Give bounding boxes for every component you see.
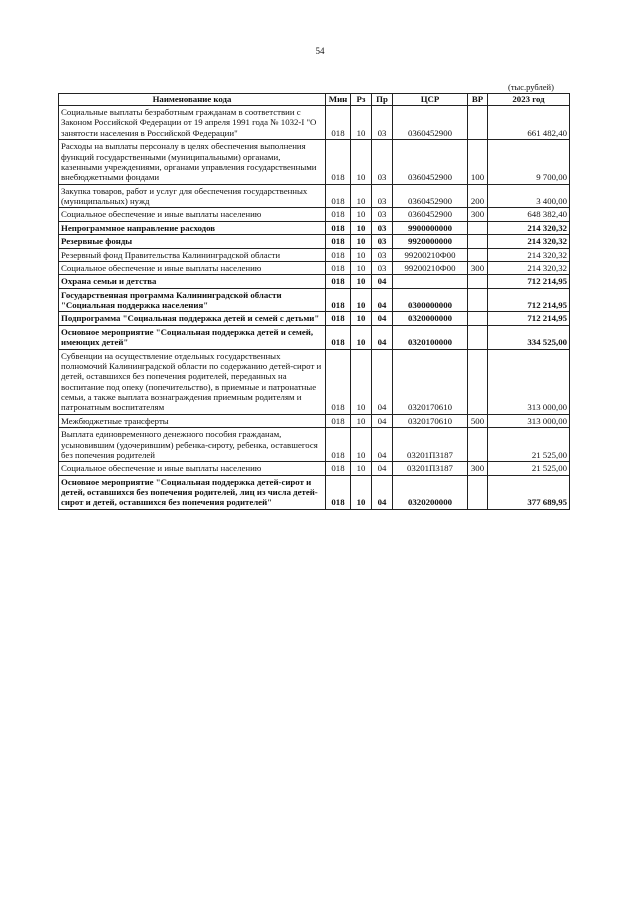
row-vr-cell — [468, 235, 488, 248]
table-row — [59, 235, 570, 248]
row-vr-cell — [468, 275, 488, 288]
row-min-cell: 018 — [326, 462, 351, 475]
row-pr-cell: 03 — [372, 184, 393, 208]
table-row — [59, 140, 570, 185]
table-row — [59, 275, 570, 288]
row-min-cell: 018 — [326, 288, 351, 312]
row-rz-cell: 10 — [351, 275, 372, 288]
row-csr-cell: 0320170610 — [393, 414, 468, 427]
table-row — [59, 221, 570, 234]
row-pr-cell: 04 — [372, 475, 393, 509]
row-name-cell: Социальное обеспечение и иные выплаты населению — [59, 208, 326, 221]
row-pr-cell: 04 — [372, 275, 393, 288]
row-amount-cell: 712 214,95 — [488, 275, 570, 288]
row-csr-cell: 0320100000 — [393, 325, 468, 349]
row-name-cell: Социальные выплаты безработным гражданам в соответствии с Законом Российской Федерации от 19 апреля 1991 года № 1032-I "О занятости населения в Российской Федерации" — [59, 106, 326, 140]
row-amount-cell: 648 382,40 — [488, 208, 570, 221]
row-rz-cell: 10 — [351, 208, 372, 221]
row-csr-cell: 9920000000 — [393, 235, 468, 248]
row-vr-cell: 100 — [468, 140, 488, 185]
row-vr-cell — [468, 349, 488, 414]
units-label: (тыс.рублей) — [508, 82, 554, 92]
row-csr-cell: 9900000000 — [393, 221, 468, 234]
budget-table — [58, 93, 570, 510]
header-rz: Рз — [351, 94, 372, 106]
table-row — [59, 208, 570, 221]
row-csr-cell: 0360452900 — [393, 184, 468, 208]
table-row — [59, 325, 570, 349]
row-pr-cell: 03 — [372, 221, 393, 234]
row-rz-cell: 10 — [351, 184, 372, 208]
row-rz-cell: 10 — [351, 221, 372, 234]
row-vr-cell — [468, 248, 488, 261]
row-pr-cell: 03 — [372, 261, 393, 274]
row-pr-cell: 04 — [372, 288, 393, 312]
table-row — [59, 261, 570, 274]
row-rz-cell: 10 — [351, 261, 372, 274]
row-csr-cell: 0360452900 — [393, 208, 468, 221]
row-pr-cell: 04 — [372, 312, 393, 325]
table-row — [59, 184, 570, 208]
row-vr-cell: 300 — [468, 261, 488, 274]
header-year: 2023 год — [488, 94, 570, 106]
table-row — [59, 248, 570, 261]
row-pr-cell: 04 — [372, 414, 393, 427]
row-name-cell: Основное мероприятие "Социальная поддержка детей и семей, имеющих детей" — [59, 325, 326, 349]
row-amount-cell: 21 525,00 — [488, 428, 570, 462]
row-min-cell: 018 — [326, 428, 351, 462]
row-rz-cell: 10 — [351, 414, 372, 427]
row-min-cell: 018 — [326, 140, 351, 185]
row-rz-cell: 10 — [351, 462, 372, 475]
row-vr-cell — [468, 312, 488, 325]
row-amount-cell: 214 320,32 — [488, 261, 570, 274]
row-min-cell: 018 — [326, 475, 351, 509]
row-min-cell: 018 — [326, 414, 351, 427]
row-min-cell: 018 — [326, 349, 351, 414]
row-vr-cell — [468, 475, 488, 509]
row-rz-cell: 10 — [351, 140, 372, 185]
row-pr-cell: 03 — [372, 235, 393, 248]
row-vr-cell — [468, 106, 488, 140]
row-min-cell: 018 — [326, 184, 351, 208]
row-vr-cell — [468, 428, 488, 462]
row-amount-cell: 214 320,32 — [488, 235, 570, 248]
row-csr-cell: 0360452900 — [393, 140, 468, 185]
table-row — [59, 462, 570, 475]
table-row — [59, 349, 570, 414]
row-vr-cell: 300 — [468, 462, 488, 475]
row-amount-cell: 334 525,00 — [488, 325, 570, 349]
row-csr-cell: 0360452900 — [393, 106, 468, 140]
row-pr-cell: 04 — [372, 462, 393, 475]
row-name-cell: Межбюджетные трансферты — [59, 414, 326, 427]
page-number: 54 — [315, 46, 325, 56]
row-vr-cell — [468, 288, 488, 312]
row-min-cell: 018 — [326, 235, 351, 248]
row-amount-cell: 313 000,00 — [488, 414, 570, 427]
header-csr: ЦСР — [393, 94, 468, 106]
row-pr-cell: 03 — [372, 140, 393, 185]
row-amount-cell: 9 700,00 — [488, 140, 570, 185]
row-rz-cell: 10 — [351, 106, 372, 140]
row-name-cell: Расходы на выплаты персоналу в целях обеспечения выполнения функций государственными (муниципальными) органами, казенными учреждениями, органами управления государственными внебюджетными фондами — [59, 140, 326, 185]
row-rz-cell: 10 — [351, 288, 372, 312]
row-name-cell: Непрограммное направление расходов — [59, 221, 326, 234]
row-pr-cell: 03 — [372, 248, 393, 261]
row-min-cell: 018 — [326, 106, 351, 140]
header-pr: Пр — [372, 94, 393, 106]
row-amount-cell: 214 320,32 — [488, 248, 570, 261]
header-min: Мин — [326, 94, 351, 106]
row-amount-cell: 21 525,00 — [488, 462, 570, 475]
row-rz-cell: 10 — [351, 312, 372, 325]
row-rz-cell: 10 — [351, 428, 372, 462]
row-csr-cell: 99200210Ф00 — [393, 261, 468, 274]
row-csr-cell: 03201П3187 — [393, 428, 468, 462]
row-name-cell: Охрана семьи и детства — [59, 275, 326, 288]
row-csr-cell: 0300000000 — [393, 288, 468, 312]
row-name-cell: Закупка товаров, работ и услуг для обеспечения государственных (муниципальных) нужд — [59, 184, 326, 208]
row-amount-cell: 214 320,32 — [488, 221, 570, 234]
row-pr-cell: 04 — [372, 325, 393, 349]
row-name-cell: Резервные фонды — [59, 235, 326, 248]
row-csr-cell: 0320200000 — [393, 475, 468, 509]
header-name: Наименование кода — [59, 94, 326, 106]
row-amount-cell: 712 214,95 — [488, 288, 570, 312]
row-min-cell: 018 — [326, 261, 351, 274]
table-row — [59, 414, 570, 427]
table-row — [59, 475, 570, 509]
table-row — [59, 288, 570, 312]
table-row — [59, 106, 570, 140]
row-pr-cell: 03 — [372, 208, 393, 221]
row-name-cell: Резервный фонд Правительства Калининградской области — [59, 248, 326, 261]
table-header-row — [59, 94, 570, 106]
row-amount-cell: 377 689,95 — [488, 475, 570, 509]
row-min-cell: 018 — [326, 325, 351, 349]
row-name-cell: Социальное обеспечение и иные выплаты населению — [59, 261, 326, 274]
row-amount-cell: 661 482,40 — [488, 106, 570, 140]
row-name-cell: Государственная программа Калининградской области "Социальная поддержка населения" — [59, 288, 326, 312]
row-rz-cell: 10 — [351, 325, 372, 349]
row-pr-cell: 04 — [372, 428, 393, 462]
row-pr-cell: 03 — [372, 106, 393, 140]
row-rz-cell: 10 — [351, 235, 372, 248]
row-vr-cell: 300 — [468, 208, 488, 221]
row-csr-cell: 03201П3187 — [393, 462, 468, 475]
row-name-cell: Подпрограмма "Социальная поддержка детей и семей с детьми" — [59, 312, 326, 325]
row-vr-cell: 200 — [468, 184, 488, 208]
row-rz-cell: 10 — [351, 475, 372, 509]
row-min-cell: 018 — [326, 275, 351, 288]
row-name-cell: Социальное обеспечение и иные выплаты населению — [59, 462, 326, 475]
row-min-cell: 018 — [326, 208, 351, 221]
row-rz-cell: 10 — [351, 248, 372, 261]
table-row — [59, 428, 570, 462]
row-amount-cell: 712 214,95 — [488, 312, 570, 325]
row-min-cell: 018 — [326, 312, 351, 325]
row-min-cell: 018 — [326, 221, 351, 234]
header-vr: ВР — [468, 94, 488, 106]
row-vr-cell: 500 — [468, 414, 488, 427]
row-min-cell: 018 — [326, 248, 351, 261]
row-csr-cell: 0320170610 — [393, 349, 468, 414]
row-vr-cell — [468, 221, 488, 234]
row-rz-cell: 10 — [351, 349, 372, 414]
row-name-cell: Выплата единовременного денежного пособия гражданам, усыновившим (удочерившим) ребенка-сироту, ребенка, оставшегося без попечения родителей — [59, 428, 326, 462]
row-vr-cell — [468, 325, 488, 349]
row-name-cell: Субвенции на осуществление отдельных государственных полномочий Калининградской области по содержанию детей-сирот и детей, оставшихся без попечения родителей, переданных на воспитание под опеку (попечительство), в приемные и патронатные семьи, а также выплата вознаграждения приемным родителям и патронатным воспитателям — [59, 349, 326, 414]
row-name-cell: Основное мероприятие "Социальная поддержка детей-сирот и детей, оставшихся без попечения родителей, лиц из числа детей-сирот и детей, оставшихся без попечения родителей" — [59, 475, 326, 509]
row-csr-cell: 0320000000 — [393, 312, 468, 325]
table-row — [59, 312, 570, 325]
row-amount-cell: 3 400,00 — [488, 184, 570, 208]
row-csr-cell: 99200210Ф00 — [393, 248, 468, 261]
row-csr-cell — [393, 275, 468, 288]
row-amount-cell: 313 000,00 — [488, 349, 570, 414]
row-pr-cell: 04 — [372, 349, 393, 414]
